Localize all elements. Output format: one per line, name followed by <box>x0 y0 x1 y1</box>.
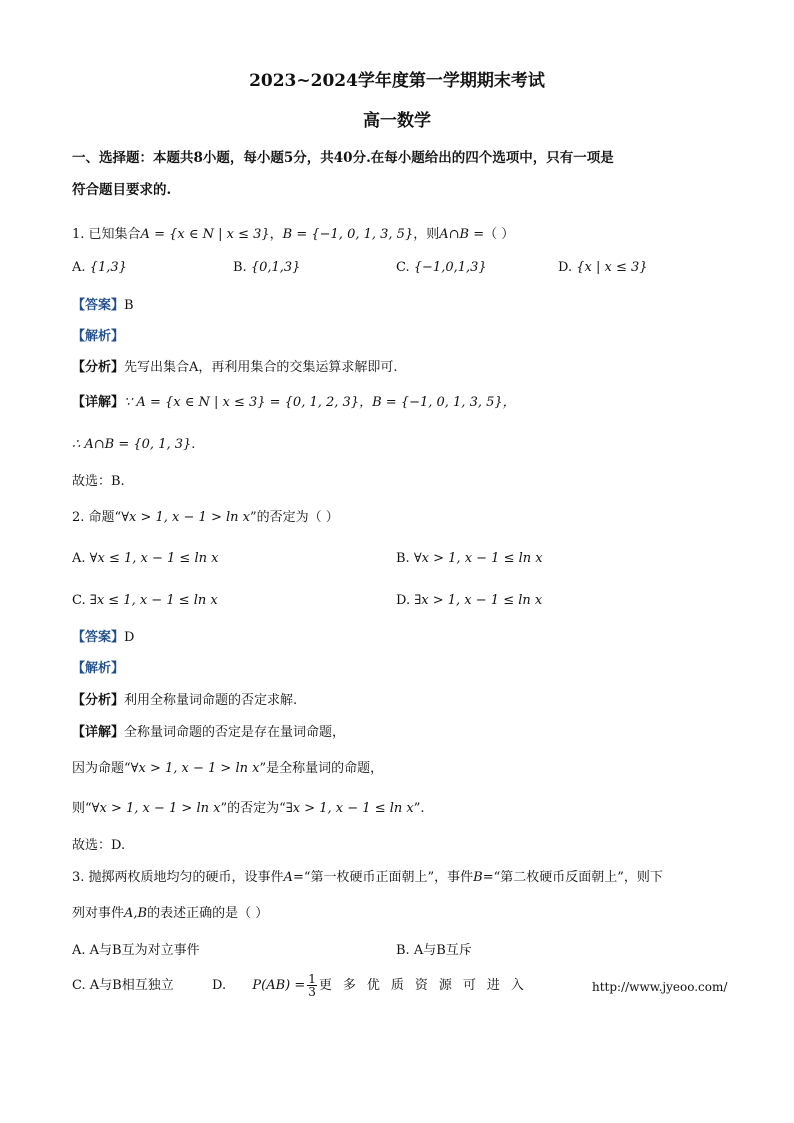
detail-tag: 【详解】 <box>72 395 125 410</box>
option-text: A与B相互独立 <box>89 978 174 993</box>
option-text: A与B互斥 <box>413 943 472 958</box>
q1-choice: 故选：B. <box>72 474 125 489</box>
option-text: ∃x ≤ 1, x − 1 ≤ ln x <box>89 593 218 608</box>
option-text: A与B互为对立事件 <box>89 943 200 958</box>
detail-math: ∵ A = {x ∈ N | x ≤ 3} = {0, 1, 2, 3}，B = {−1, 0, 1, 3, 5}， <box>124 395 516 410</box>
detail-math-negation: ∃x > 1, x − 1 ≤ ln x <box>285 801 414 816</box>
q1-option-d <box>558 259 648 277</box>
option-label: C. <box>396 260 410 275</box>
q2-stem-post: ”的否定为（ ） <box>249 510 339 525</box>
q3-option-d <box>212 972 535 1000</box>
option-label: C. <box>72 978 86 993</box>
q1-paren: （ ） <box>484 227 515 242</box>
q2-option-b <box>396 550 543 568</box>
q2-option-d <box>396 592 542 610</box>
analysis-tag: 【解析】 <box>72 329 125 344</box>
option-label: A. <box>72 943 86 958</box>
answer-value: D <box>124 630 135 645</box>
q3-text: 的表述正确的是（ ） <box>147 906 269 921</box>
option-text: ∀x > 1, x − 1 ≤ ln x <box>413 551 543 566</box>
q3-event-a: A <box>283 870 293 885</box>
option-text: ∀x ≤ 1, x − 1 ≤ ln x <box>89 551 219 566</box>
q2-option-c <box>72 592 218 610</box>
q3-text: 列对事件 <box>72 906 125 921</box>
q3-option-c <box>72 977 174 995</box>
detail-pre: 因为命题“ <box>72 761 131 776</box>
q3-text: =“第一枚硬币正面朝上”，事件 <box>292 870 474 885</box>
section-heading: 一、选择题：本题共8小题，每小题5分，共40分.在每小题给出的四个选项中，只有一项是 <box>72 150 614 166</box>
fraction <box>307 973 317 998</box>
q1-fenxi <box>72 359 398 377</box>
exam-title: 2023~2024学年度第一学期期末考试 <box>249 71 545 91</box>
q1-option-a <box>72 259 127 277</box>
exam-subtitle: 高一数学 <box>363 111 431 131</box>
q2-option-a <box>72 550 218 568</box>
q3-text: =“第二枚硬币反面朝上”，则下 <box>482 870 663 885</box>
q1-set-b: B = {−1, 0, 1, 3, 5} <box>282 227 414 242</box>
fenxi-tag: 【分析】 <box>72 360 125 375</box>
q1-set-a: A = {x ∈ N | x ≤ 3} <box>140 227 270 242</box>
option-text: {x | x ≤ 3} <box>576 260 648 275</box>
q1-stem <box>72 226 514 244</box>
q1-detail <box>72 394 516 412</box>
q3-events: A,B <box>124 906 148 921</box>
q2-fenxi <box>72 692 297 710</box>
detail-math: ∀x > 1, x − 1 > ln x <box>91 801 221 816</box>
analysis-tag: 【解析】 <box>72 661 125 676</box>
option-text: P(AB) = <box>252 978 306 993</box>
option-label: B. <box>233 260 247 275</box>
q1-answer <box>72 297 134 315</box>
answer-tag: 【答案】 <box>72 298 125 313</box>
q2-answer <box>72 629 134 647</box>
q2-analysis-tag <box>72 660 124 678</box>
q2-stem <box>72 509 339 527</box>
q1-stem-prefix: 1. 已知集合 <box>72 227 141 242</box>
q1-option-c <box>396 259 487 277</box>
option-label: A. <box>72 551 86 566</box>
q1-comma: ， <box>269 227 283 242</box>
q1-intersection: A∩B = <box>439 227 485 242</box>
option-label: A. <box>72 260 86 275</box>
therefore-math: ∴ A∩B = {0, 1, 3}. <box>72 437 196 452</box>
option-text: {1,3} <box>89 260 127 275</box>
option-label: B. <box>396 943 410 958</box>
q2-detail-3 <box>72 800 425 818</box>
detail-post: ”是全称量词的命题， <box>259 761 384 776</box>
fenxi-text: 利用全称量词命题的否定求解. <box>124 693 298 708</box>
q1-therefore <box>72 436 195 454</box>
source-link[interactable]: http://www.jyeoo.com/ <box>592 980 728 994</box>
q2-detail-2 <box>72 760 383 778</box>
option-text: {−1,0,1,3} <box>413 260 487 275</box>
q1-suffix: ，则 <box>413 227 440 242</box>
option-label: D. <box>212 978 227 993</box>
q2-stem-pre: 2. 命题“ <box>72 510 122 525</box>
answer-tag: 【答案】 <box>72 630 125 645</box>
fenxi-text: 先写出集合A，再利用集合的交集运算求解即可. <box>124 360 398 375</box>
q3-event-b: B <box>473 870 483 885</box>
q2-stem-math: ∀x > 1, x − 1 > ln x <box>121 510 250 525</box>
q1-analysis-tag <box>72 328 124 346</box>
detail-tag: 【详解】 <box>72 725 125 740</box>
option-text: {0,1,3} <box>250 260 301 275</box>
fraction-numerator: 1 <box>308 972 316 986</box>
detail-post: ”. <box>413 801 425 816</box>
q3-option-a <box>72 942 200 960</box>
detail-text: 全称量词命题的否定是存在量词命题， <box>124 725 346 740</box>
option-text: ∃x > 1, x − 1 ≤ ln x <box>414 593 543 608</box>
q3-option-b <box>396 942 472 960</box>
fenxi-tag: 【分析】 <box>72 693 125 708</box>
q3-stem-line2 <box>72 905 268 923</box>
q3-text: 3. 抛掷两枚质地均匀的硬币，设事件 <box>72 870 284 885</box>
option-label: D. <box>396 593 411 608</box>
option-label: B. <box>396 551 410 566</box>
q3-stem-line1 <box>72 869 663 887</box>
detail-pre: 则“ <box>72 801 92 816</box>
answer-value: B <box>124 298 134 313</box>
option-label: D. <box>558 260 573 275</box>
option-label: C. <box>72 593 86 608</box>
q2-detail-1 <box>72 724 345 742</box>
detail-math: ∀x > 1, x − 1 > ln x <box>130 761 260 776</box>
fraction-denominator: 3 <box>308 985 316 999</box>
detail-mid: ”的否定为“ <box>220 801 286 816</box>
q2-choice: 故选：D. <box>72 838 126 853</box>
q1-option-b <box>233 259 300 277</box>
section-heading-cont: 符合题目要求的. <box>72 182 172 198</box>
promo-text: 更多优质资源可进入 <box>318 978 535 993</box>
